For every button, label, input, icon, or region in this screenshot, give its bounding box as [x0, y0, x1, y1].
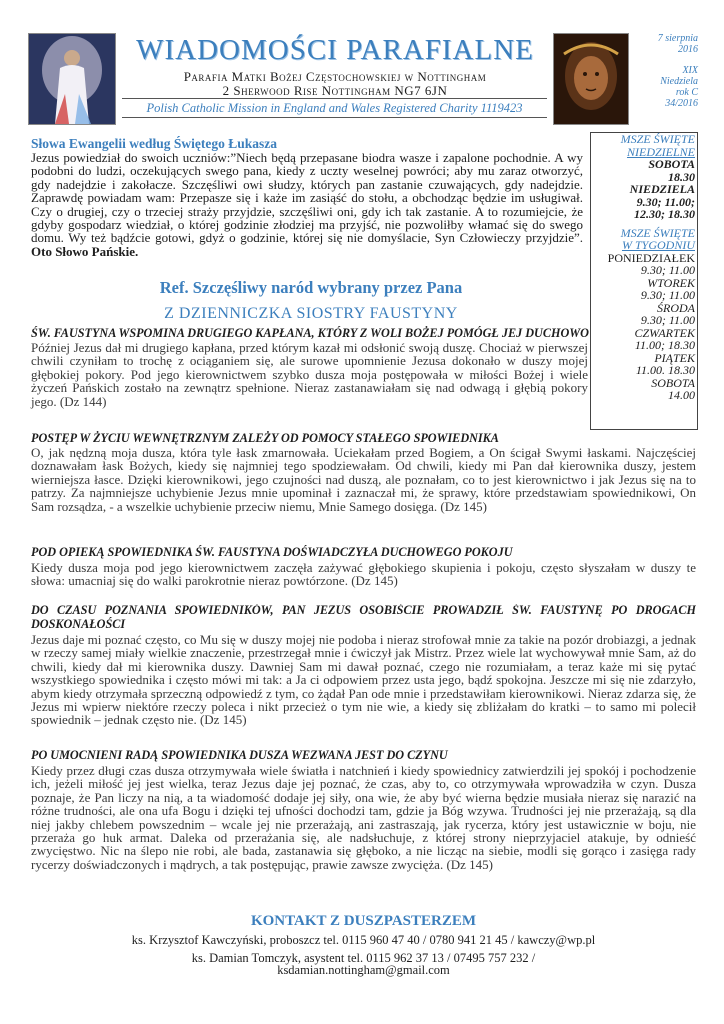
section-heading: POSTĘP W ŻYCIU WEWNĘTRZNYM ZALEŻY OD POMOCY STAŁEGO SPOWIEDNIKA — [31, 431, 499, 445]
section-text: O, jak nędzną moja dusza, która tyle łask zmarnowała. Uciekałam przed Bogiem, a On ścigał Swymi łaskami. Najczęściej doznawałam łask Bożych, kiedy się najmniej tego spodziewałam. Od chwili, kiedy mi Pan dał kierownika duszy, jestem wierniejsza łasce. Dzięki kierownikowi, jego czujności nad duszą, ale poznałam, co to jest kierownictwo i jak Jezus się na to patrzy. Za najmniejsze uchybienie Jezus mnie upominał i zaznaczał mi, że sprawy, które przedstawiam spowiednikowi, On Sam rozsądza, - a wszelkie uchybienie przeciw niemu, Mnie Samego dosięga. (Dz 145) — [31, 445, 696, 514]
mass-time: 9.30; 11.00 — [640, 288, 695, 302]
gospel-closing: Oto Słowo Pańskie. — [31, 243, 139, 259]
section-text: Kiedy dusza moja pod jego kierownictwem zaczęła zażywać głębokiego skupienia i pokoju, często słyszałam w duszy te słowa: umacniaj się do walki parokrotnie nieraz powtórzone. (Dz 145) — [31, 560, 696, 589]
mass-day: SOBOTA — [648, 157, 695, 171]
sunday-number: XIX — [682, 65, 698, 76]
sunday-mass-heading: MSZE ŚWIĘTE — [620, 132, 695, 146]
section-heading: DO CZASU POZNANIA SPOWIEDNIKÓW, PAN JEZUS OSOBIŚCIE PROWADZIŁ ŚW. FAUSTYNĘ PO DROGACH DOSKONAŁOŚCI — [31, 604, 696, 631]
section-text: Kiedy przez długi czas dusza otrzymywała wiele światła i natchnień i kiedy spowiednicy zatwierdzili jej spokój i pochodzenie ich, jeżeli miłość jej jest wielka, teraz Jezus daje jej poznać, że czas, aby to, co otrzymywała wprowadziła w czyn. Dusza poznaje, że Pan liczy na nią, a ta wiadomość dodaje jej siły, ona wie, że aby być wierna będzie musiała nieraz się narazić na różne trudności, ale ona ufa Bogu i dzięki tej ufności dochodzi tam, gdzie ja Bóg wzywa. Trudności jej nie przerażają, są dla niej jakby chlebem powszednim – wcale jej nie przerażają, ani zastraszają, jak rycerza, który jest ustawicznie w boju, nie przeraża go huk armat. Daleka od przerażania się, ale nadsłuchuje, z której strony nieprzyjaciel atakuje, by odnieść zwycięstwo. Nic na ślepo nie robi, ale bada, zastanawia się głęboko, a nie licząc na siebie, modli się gorąco i zasięga rady rycerzy doświadczonych i mądrych, a tak postępując, prawie zawsze zwycięża. (Dz 145) — [31, 763, 696, 872]
issue-date — [640, 33, 698, 109]
mass-time: 12.30; 18.30 — [634, 207, 695, 221]
weekday-mass-heading: MSZE ŚWIĘTE — [620, 225, 695, 240]
contact-email: ksdamian.nottingham@gmail.com — [277, 963, 450, 977]
mass-day: PIĄTEK — [654, 350, 695, 365]
mass-day: ŚRODA — [657, 300, 695, 315]
diary-heading: Z DZIENNICZKA SIOSTRY FAUSTYNY — [164, 305, 458, 322]
header-divider-bottom — [122, 117, 547, 118]
mass-time: 18.30 — [668, 169, 695, 184]
mass-time: 9.30; 11.00 — [640, 263, 695, 277]
mass-time: 14.00 — [668, 388, 695, 402]
mass-day: NIEDZIELA — [629, 182, 695, 196]
section-heading: ŚW. FAUSTYNA WSPOMINA DRUGIEGO KAPŁANA, KTÓRY Z WOLI BOŻEJ POMÓGŁ JEJ DUCHOWO — [31, 326, 589, 340]
date-year: 2016 — [678, 44, 698, 55]
weekday-mass-heading-2: W TYGODNIU — [621, 238, 695, 252]
header-divider-top — [122, 98, 547, 99]
mass-schedule-box — [590, 132, 698, 430]
psalm-refrain: Ref. Szczęśliwy naród wybrany przez Pana — [159, 278, 463, 297]
gospel-body: Jezus powiedział do swoich uczniów:”Niech będą przepasane biodra wasze i zapalone pochodnie. A wy podobni do ludzi, oczekujących swego pana, kiedy z uczty weselnej powróci; aby mu zaraz otworzyć, gdy nadejdzie i zakołacze. Szczęśliwi owi słudzy, których pan zastanie czuwających, gdy nadejdzie. Zaprawdę powiadam wam: Przepasze się i każe im zasiąść do stołu, a obchodząc będzie im usługiwał. Czy o drugiej, czy o trzeciej straży przyjdzie, szczęśliwi oni, gdy ich tak zastanie. A to rozumiejcie, że gdyby gospodarz wiedział, o której godzinie złodziej ma przyjść, nie pozwoliłby włamać się do swego domu. Wy też bądźcie gotowi, gdyż o godzinie, której się nie domyślacie, Syn Człowieczy przyjdzie”. — [31, 150, 583, 246]
mass-time: 9.30; 11.00; — [636, 194, 695, 209]
mass-time: 11.00. 18.30 — [635, 363, 695, 377]
mass-day: PONIEDZIAŁEK — [607, 250, 695, 265]
mass-time: 11.00; 18.30 — [634, 338, 695, 352]
parish-name: Parafia Matki Bożej Częstochowskiej w Nottingham — [183, 69, 487, 84]
gospel-heading: Słowa Ewangelii według Świętego Łukasza — [31, 136, 278, 151]
section-heading: PO UMOCNIENI RADĄ SPOWIEDNIKA DUSZA WEZWANA JEST DO CZYNU — [31, 748, 448, 762]
divine-mercy-image — [28, 33, 116, 125]
page-title: WIADOMOŚCI PARAFIALNE — [136, 34, 534, 66]
gospel-text — [31, 151, 583, 258]
issue-number: 34/2016 — [665, 98, 698, 109]
mass-day: CZWARTEK — [634, 325, 695, 340]
mass-time: 9.30; 11.00 — [640, 313, 695, 327]
contact-heading: KONTAKT Z DUSZPASTERZEM — [250, 913, 477, 929]
mass-day: WTOREK — [647, 275, 695, 290]
section-heading: POD OPIEKĄ SPOWIEDNIKA ŚW. FAUSTYNA DOŚWIADCZYŁA DUCHOWEGO POKOJU — [31, 545, 513, 559]
contact-line-pastor: ks. Krzysztof Kawczyński, proboszcz tel. 0115 960 47 40 / 0780 941 21 45 / kawczy@wp.pl — [131, 933, 596, 947]
sunday-label: Niedziela — [660, 76, 698, 87]
contact-line-assistant: ks. Damian Tomczyk, asystent tel. 0115 962 37 13 / 07495 757 232 / — [191, 951, 536, 965]
section-text: Później Jezus dał mi drugiego kapłana, przed którym kazał mi odsłonić swoją duszę. Chociaż w pierwszej chwili czyniłam to trochę z ociąganiem się, ale surowe upomnienie Jezusa dokonało w duszy mojej głębokiej pokory. Pod jego kierownictwem szybko dusza moja postępowała w miłości Bożej i wiele życzeń Pańskich zostało na zewnątrz spełnione. Nieraz zastanawiałam się nad odwagą i głębią pokory jego. (Dz 144) — [31, 340, 588, 409]
mass-day: SOBOTA — [651, 375, 695, 390]
section-text: Jezus daje mi poznać często, co Mu się w duszy mojej nie podoba i nieraz strofował mnie za takie na pozór drobiazgi, a jednak w rzeczy samej miały wielkie znaczenie, przestrzegał mnie i ćwiczył jak Mistrz. Przez wiele lat wychowywał mnie Sam, aż do chwili, kiedy dał mi kierownika duszy. Dawniej Sam mi dawał poznać, czego nie rozumiałam, a teraz każe mi się pytać wszystkiego spowiednika i często mówi mi tak: a Ja ci odpowiem przez usta jego, bądź spokojna. Jeszcze mi się nie zdarzyło, abym kiedy otrzymała sprzeczną odpowiedź z tym, co żądał Pan ode mnie i przedstawiłam kierownikowi. Nieraz zdarza się, że Jezus mi wpierw niektóre rzeczy poleca i nikt przecież o tym nie wie, a kiedy się zbliżałam do kratki – to samo mi polecił spowiednik – jednak często nie. (Dz 145) — [31, 632, 696, 728]
sunday-mass-heading-2: NIEDZIELNE — [626, 144, 695, 159]
our-lady-czestochowa-image — [553, 33, 629, 125]
liturgical-year: rok C — [675, 87, 698, 98]
date-day: 7 sierpnia — [657, 33, 698, 44]
parish-address: 2 Sherwood Rise Nottingham NG7 6JN — [222, 83, 448, 98]
charity-line: Polish Catholic Mission in England and Wales Registered Charity 1119423 — [146, 101, 523, 115]
